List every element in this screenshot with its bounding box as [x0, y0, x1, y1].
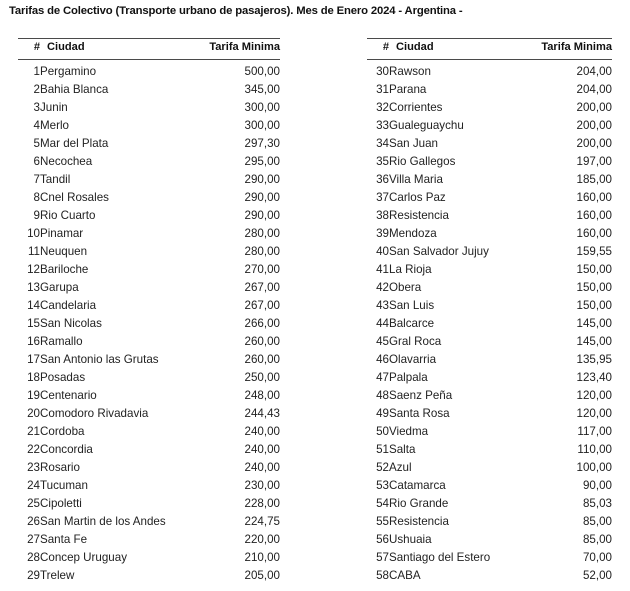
fare-value: 230,00	[244, 479, 280, 492]
fare-value: 204,00	[576, 83, 612, 96]
city-name: Olavarria	[389, 353, 437, 366]
fare-value: 160,00	[576, 191, 612, 204]
city-name: Concordia	[40, 443, 93, 456]
table-row	[18, 297, 280, 315]
row-number: 44	[376, 317, 389, 330]
row-number: 14	[27, 299, 40, 312]
city-name: Posadas	[40, 371, 86, 384]
fare-value: 290,00	[244, 191, 280, 204]
fare-value: 240,00	[244, 461, 280, 474]
city-name: Mar del Plata	[40, 137, 109, 150]
fare-value: 159,55	[576, 245, 612, 258]
table-row	[18, 243, 280, 261]
table-row	[367, 531, 612, 549]
fare-value: 70,00	[582, 551, 612, 564]
fare-value: 150,00	[576, 299, 612, 312]
fare-value: 100,00	[576, 461, 612, 474]
row-number: 32	[376, 101, 389, 114]
city-name: Rio Cuarto	[40, 209, 96, 222]
row-number: 23	[27, 461, 40, 474]
table-row	[367, 81, 612, 99]
table-row	[367, 423, 612, 441]
city-name: Resistencia	[389, 209, 449, 222]
city-name: Garupa	[40, 281, 79, 294]
table-row	[18, 135, 280, 153]
city-name: Mendoza	[389, 227, 437, 240]
row-number: 17	[27, 353, 40, 366]
row-number: 38	[376, 209, 389, 222]
row-number: 31	[376, 83, 389, 96]
fare-value: 150,00	[576, 281, 612, 294]
fares-table-right	[367, 38, 612, 585]
city-name: Saenz Peña	[389, 389, 453, 402]
table-header-left	[18, 39, 280, 60]
row-number: 26	[27, 515, 40, 528]
row-number: 36	[376, 173, 389, 186]
city-name: Palpala	[389, 371, 428, 384]
row-number: 2	[33, 83, 40, 96]
page-title: Tarifas de Colectivo (Transporte urbano de pasajeros). Mes de Enero 2024 - Argentina -	[9, 5, 463, 17]
fare-value: 204,00	[576, 65, 612, 78]
fare-value: 260,00	[244, 335, 280, 348]
fares-table-right-panel	[356, 38, 630, 585]
fare-value: 244,43	[244, 407, 280, 420]
header-row	[367, 39, 612, 60]
fare-value: 135,95	[576, 353, 612, 366]
column-header-fare: Tarifa Minima	[520, 39, 612, 60]
fare-value: 200,00	[576, 119, 612, 132]
row-number: 46	[376, 353, 389, 366]
fare-value: 280,00	[244, 245, 280, 258]
row-number: 9	[33, 209, 40, 222]
table-row	[18, 261, 280, 279]
table-row	[367, 135, 612, 153]
row-number: 37	[376, 191, 389, 204]
fare-value: 295,00	[244, 155, 280, 168]
fare-value: 300,00	[244, 101, 280, 114]
table-row	[367, 567, 612, 585]
fare-value: 200,00	[576, 101, 612, 114]
city-name: Merlo	[40, 119, 69, 132]
fare-value: 220,00	[244, 533, 280, 546]
fares-table-left	[18, 38, 280, 585]
city-name: Santa Fe	[40, 533, 88, 546]
fare-value: 120,00	[576, 407, 612, 420]
table-row	[18, 60, 280, 82]
city-name: Resistencia	[389, 515, 449, 528]
fare-value: 210,00	[244, 551, 280, 564]
row-number: 54	[376, 497, 389, 510]
city-name: Junin	[40, 101, 68, 114]
city-name: Santiago del Estero	[389, 551, 491, 564]
row-number: 30	[376, 65, 389, 78]
fare-value: 248,00	[244, 389, 280, 402]
fare-value: 240,00	[244, 425, 280, 438]
fare-value: 228,00	[244, 497, 280, 510]
fare-value: 500,00	[244, 65, 280, 78]
city-name: Rosario	[40, 461, 80, 474]
city-name: San Juan	[389, 137, 438, 150]
fare-value: 270,00	[244, 263, 280, 276]
fare-value: 52,00	[582, 569, 612, 582]
fare-value: 267,00	[244, 299, 280, 312]
table-row	[367, 99, 612, 117]
row-number: 29	[27, 569, 40, 582]
table-row	[18, 459, 280, 477]
row-number: 51	[376, 443, 389, 456]
city-name: Obera	[389, 281, 422, 294]
city-name: Concep Uruguay	[40, 551, 128, 564]
table-row	[18, 351, 280, 369]
table-row	[18, 441, 280, 459]
table-row	[18, 99, 280, 117]
table-row	[367, 405, 612, 423]
fare-value: 240,00	[244, 443, 280, 456]
table-row	[18, 513, 280, 531]
city-name: San Martin de los Andes	[40, 515, 166, 528]
row-number: 11	[27, 245, 40, 258]
column-header-city: Ciudad	[40, 39, 188, 60]
city-name: Comodoro Rivadavia	[40, 407, 149, 420]
fare-value: 145,00	[576, 317, 612, 330]
column-header-fare: Tarifa Minima	[188, 39, 280, 60]
column-header-city: Ciudad	[389, 39, 520, 60]
row-number: 15	[27, 317, 40, 330]
row-number: 42	[376, 281, 389, 294]
city-name: Pergamino	[40, 65, 97, 78]
table-row	[367, 243, 612, 261]
header-row	[18, 39, 280, 60]
table-row	[367, 369, 612, 387]
table-row	[18, 477, 280, 495]
fare-value: 150,00	[576, 263, 612, 276]
table-row	[18, 423, 280, 441]
table-row	[367, 441, 612, 459]
fare-value: 297,30	[244, 137, 280, 150]
table-row	[367, 459, 612, 477]
row-number: 45	[376, 335, 389, 348]
city-name: Parana	[389, 83, 427, 96]
table-row	[367, 351, 612, 369]
city-name: Bariloche	[40, 263, 89, 276]
table-row	[18, 549, 280, 567]
city-name: Pinamar	[40, 227, 84, 240]
city-name: Ushuaia	[389, 533, 432, 546]
table-row	[367, 153, 612, 171]
row-number: 41	[376, 263, 389, 276]
row-number: 48	[376, 389, 389, 402]
city-name: Salta	[389, 443, 416, 456]
table-row	[367, 477, 612, 495]
table-row	[367, 387, 612, 405]
fare-value: 267,00	[244, 281, 280, 294]
fare-value: 160,00	[576, 209, 612, 222]
table-row	[367, 261, 612, 279]
city-name: San Luis	[389, 299, 435, 312]
table-row	[18, 315, 280, 333]
row-number: 55	[376, 515, 389, 528]
table-row	[18, 531, 280, 549]
fare-value: 160,00	[576, 227, 612, 240]
table-row	[367, 297, 612, 315]
table-row	[18, 153, 280, 171]
table-row	[18, 81, 280, 99]
row-number: 18	[27, 371, 40, 384]
table-row	[367, 333, 612, 351]
table-row	[367, 171, 612, 189]
city-name: CABA	[389, 569, 421, 582]
city-name: Villa Maria	[389, 173, 443, 186]
table-row	[18, 387, 280, 405]
row-number: 1	[33, 65, 40, 78]
city-name: Viedma	[389, 425, 429, 438]
row-number: 10	[27, 227, 40, 240]
city-name: Rio Grande	[389, 497, 449, 510]
table-row	[18, 207, 280, 225]
row-number: 49	[376, 407, 389, 420]
city-name: Ramallo	[40, 335, 83, 348]
fare-value: 224,75	[244, 515, 280, 528]
fare-value: 85,00	[582, 533, 612, 546]
city-name: Azul	[389, 461, 412, 474]
table-row	[367, 279, 612, 297]
fare-value: 120,00	[576, 389, 612, 402]
row-number: 3	[33, 101, 40, 114]
fare-value: 200,00	[576, 137, 612, 150]
city-name: Cipoletti	[40, 497, 82, 510]
city-name: Gral Roca	[389, 335, 442, 348]
row-number: 22	[27, 443, 40, 456]
table-row	[367, 60, 612, 82]
table-row	[18, 171, 280, 189]
fares-tables-container	[0, 38, 630, 585]
table-row	[18, 117, 280, 135]
city-name: Gualeguaychu	[389, 119, 464, 132]
city-name: San Nicolas	[40, 317, 102, 330]
row-number: 16	[27, 335, 40, 348]
fare-value: 345,00	[244, 83, 280, 96]
city-name: Cordoba	[40, 425, 85, 438]
row-number: 20	[27, 407, 40, 420]
fare-value: 85,00	[582, 515, 612, 528]
city-name: Tandil	[40, 173, 71, 186]
table-row	[18, 369, 280, 387]
table-body-right	[367, 60, 612, 586]
fare-value: 85,03	[582, 497, 612, 510]
fare-value: 185,00	[576, 173, 612, 186]
row-number: 5	[33, 137, 40, 150]
city-name: Catamarca	[389, 479, 446, 492]
row-number: 27	[27, 533, 40, 546]
row-number: 13	[27, 281, 40, 294]
city-name: Carlos Paz	[389, 191, 446, 204]
table-header-right	[367, 39, 612, 60]
table-row	[18, 567, 280, 585]
row-number: 43	[376, 299, 389, 312]
city-name: Tucuman	[40, 479, 88, 492]
table-row	[367, 495, 612, 513]
row-number: 19	[27, 389, 40, 402]
city-name: Cnel Rosales	[40, 191, 109, 204]
row-number: 56	[376, 533, 389, 546]
fare-value: 123,40	[576, 371, 612, 384]
city-name: Neuquen	[40, 245, 88, 258]
city-name: Candelaria	[40, 299, 97, 312]
fare-value: 197,00	[576, 155, 612, 168]
fare-value: 290,00	[244, 209, 280, 222]
fare-value: 110,00	[577, 443, 612, 456]
row-number: 8	[33, 191, 40, 204]
fare-value: 117,00	[577, 425, 612, 438]
fare-value: 280,00	[244, 227, 280, 240]
fare-value: 90,00	[582, 479, 612, 492]
table-row	[18, 225, 280, 243]
fare-value: 145,00	[576, 335, 612, 348]
table-row	[18, 189, 280, 207]
row-number: 4	[33, 119, 40, 132]
city-name: Bahia Blanca	[40, 83, 109, 96]
city-name: Rawson	[389, 65, 431, 78]
row-number: 12	[27, 263, 40, 276]
city-name: Trelew	[40, 569, 75, 582]
row-number: 52	[376, 461, 389, 474]
row-number: 40	[376, 245, 389, 258]
row-number: 33	[376, 119, 389, 132]
row-number: 25	[27, 497, 40, 510]
fare-value: 260,00	[244, 353, 280, 366]
column-header-number: #	[367, 39, 389, 60]
row-number: 35	[376, 155, 389, 168]
city-name: Necochea	[40, 155, 93, 168]
city-name: San Antonio las Grutas	[40, 353, 159, 366]
row-number: 24	[27, 479, 40, 492]
table-row	[367, 207, 612, 225]
row-number: 57	[376, 551, 389, 564]
fare-value: 300,00	[244, 119, 280, 132]
fare-value: 205,00	[244, 569, 280, 582]
city-name: Rio Gallegos	[389, 155, 456, 168]
city-name: La Rioja	[389, 263, 432, 276]
row-number: 58	[376, 569, 389, 582]
table-row	[367, 315, 612, 333]
fares-table-left-panel	[0, 38, 356, 585]
city-name: Santa Rosa	[389, 407, 450, 420]
table-row	[18, 333, 280, 351]
fare-value: 250,00	[244, 371, 280, 384]
row-number: 28	[27, 551, 40, 564]
row-number: 34	[376, 137, 389, 150]
table-row	[18, 279, 280, 297]
row-number: 53	[376, 479, 389, 492]
table-row	[367, 513, 612, 531]
row-number: 6	[33, 155, 40, 168]
city-name: Balcarce	[389, 317, 435, 330]
fare-value: 266,00	[244, 317, 280, 330]
fare-value: 290,00	[244, 173, 280, 186]
table-body-left	[18, 60, 280, 586]
city-name: San Salvador Jujuy	[389, 245, 489, 258]
row-number: 39	[376, 227, 389, 240]
table-row	[367, 225, 612, 243]
city-name: Corrientes	[389, 101, 443, 114]
row-number: 50	[376, 425, 389, 438]
table-row	[18, 405, 280, 423]
table-row	[367, 117, 612, 135]
city-name: Centenario	[40, 389, 97, 402]
row-number: 7	[33, 173, 40, 186]
table-row	[18, 495, 280, 513]
table-row	[367, 549, 612, 567]
column-header-number: #	[18, 39, 40, 60]
row-number: 47	[376, 371, 389, 384]
row-number: 21	[27, 425, 40, 438]
table-row	[367, 189, 612, 207]
